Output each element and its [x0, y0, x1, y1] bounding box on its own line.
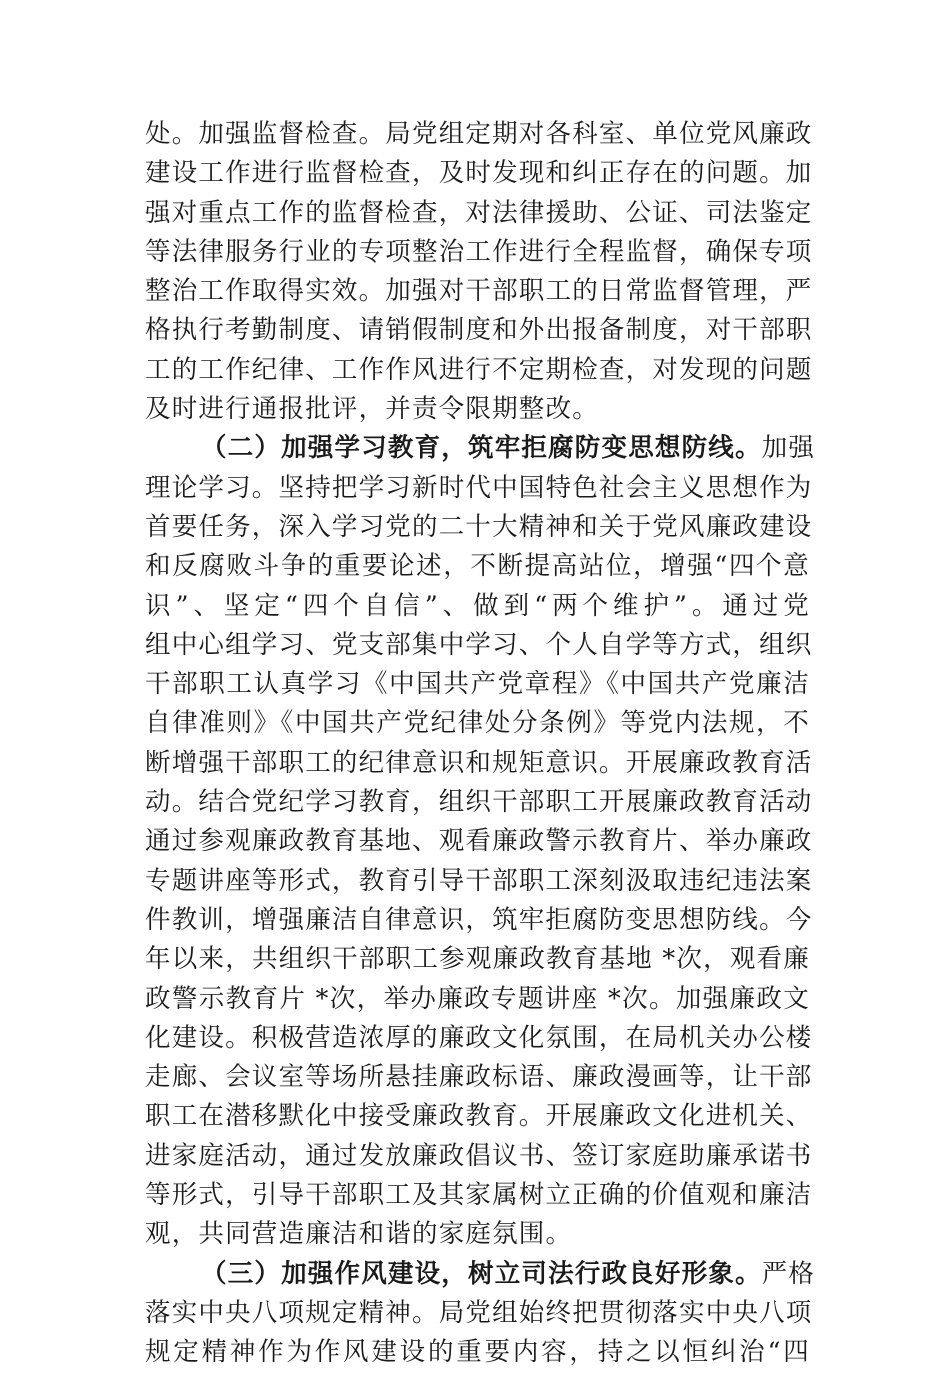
- text-line: [145, 1058, 813, 1097]
- text-line: [145, 115, 813, 154]
- line-text: 格执行考勤制度、请销假制度和外出报备制度，对干部职: [145, 315, 813, 346]
- line-text: 自律准则》《中国共产党纪律处分条例》等党内法规，不: [145, 708, 810, 739]
- text-line: [145, 744, 813, 783]
- line-text: 等法律服务行业的专项整治工作进行全程监督，确保专项: [145, 236, 813, 267]
- text-line: [145, 665, 810, 704]
- text-line: [145, 1019, 813, 1058]
- text-line: [145, 351, 813, 390]
- text-line: [145, 508, 813, 547]
- text-line: [145, 311, 813, 350]
- text-line: [145, 862, 813, 901]
- line-text: 专题讲座等形式，教育引导干部职工深刻汲取违纪违法案: [145, 865, 813, 896]
- line-text: 建设工作进行监督检查，及时发现和纠正存在的问题。加: [145, 158, 813, 189]
- text-line: [145, 1215, 810, 1254]
- text-line: [145, 194, 813, 233]
- section-heading-line: [145, 429, 816, 468]
- line-text: 观，共同营造廉洁和谐的家庭氛围。: [145, 1219, 573, 1250]
- line-text: 加强: [761, 433, 816, 464]
- line-text: 走廊、会议室等场所悬挂廉政标语、廉政漫画等，让干部: [145, 1062, 813, 1093]
- text-line: [145, 272, 813, 311]
- text-line: [145, 390, 810, 429]
- text-line: [145, 704, 810, 743]
- text-line: [145, 1176, 813, 1215]
- line-text: 及时进行通报批评，并责令限期整改。: [145, 394, 599, 425]
- line-text: 动。结合党纪学习教育，组织干部职工开展廉政教育活动: [145, 787, 813, 818]
- text-line: [145, 822, 813, 861]
- line-text: 规定精神作为作风建设的重要内容，持之以恒纠治“四: [145, 1337, 810, 1368]
- line-text: 组中心组学习、党支部集中学习、个人自学等方式，组织: [145, 629, 813, 660]
- line-text: 政警示教育片 *次，举办廉政专题讲座 *次。加强廉政文: [145, 983, 810, 1014]
- line-text: 进家庭活动，通过发放廉政倡议书、签订家庭助廉承诺书: [145, 1140, 813, 1171]
- line-text: 职工在潜移默化中接受廉政教育。开展廉政文化进机关、: [145, 1101, 813, 1132]
- line-text: 和反腐败斗争的重要论述，不断提高站位，增强“四个意: [145, 551, 810, 582]
- line-text: 落实中央八项规定精神。局党组始终把贯彻落实中央八项: [145, 1297, 813, 1328]
- line-text: 化建设。积极营造浓厚的廉政文化氛围，在局机关办公楼: [145, 1022, 813, 1053]
- line-text: 识”、坚定“四个自信”、做到“两个维护”。通过党: [145, 590, 810, 621]
- line-text: 年以来，共组织干部职工参观廉政教育基地 *次，观看廉: [145, 944, 810, 975]
- line-text: 工的工作纪律、工作作风进行不定期检查，对发现的问题: [145, 354, 813, 385]
- line-text: 理论学习。坚持把学习新时代中国特色社会主义思想作为: [145, 472, 813, 503]
- line-text: 等形式，引导干部职工及其家属树立正确的价值观和廉洁: [145, 1180, 813, 1211]
- section-heading: （二）加强学习教育，筑牢拒腐防变思想防线。: [201, 433, 762, 464]
- text-line: [145, 626, 813, 665]
- line-text: 通过参观廉政教育基地、观看廉政警示教育片、举办廉政: [145, 826, 813, 857]
- text-line: [145, 154, 813, 193]
- text-line: [145, 980, 810, 1019]
- line-text: 整治工作取得实效。加强对干部职工的日常监督管理，严: [145, 276, 813, 307]
- text-line: [145, 1333, 810, 1372]
- line-text: 断增强干部职工的纪律意识和规矩意识。开展廉政教育活: [145, 747, 813, 778]
- document-body: [145, 115, 816, 1373]
- line-text: 强对重点工作的监督检查，对法律援助、公证、司法鉴定: [145, 197, 813, 228]
- text-line: [145, 1294, 813, 1333]
- text-line: [145, 940, 810, 979]
- text-line: [145, 547, 810, 586]
- line-text: 干部职工认真学习《中国共产党章程》《中国共产党廉洁: [145, 669, 810, 700]
- text-line: [145, 1137, 813, 1176]
- line-text: 严格: [761, 1258, 816, 1289]
- line-text: 处。加强监督检查。局党组定期对各科室、单位党风廉政: [145, 119, 813, 149]
- line-text: 首要任务，深入学习党的二十大精神和关于党风廉政建设: [145, 511, 813, 542]
- text-line: [145, 783, 813, 822]
- text-line: [145, 901, 813, 940]
- text-line: [145, 1097, 813, 1136]
- section-heading-line: [145, 1255, 816, 1294]
- text-line: [145, 587, 810, 626]
- section-heading: （三）加强作风建设，树立司法行政良好形象。: [201, 1258, 762, 1289]
- text-line: [145, 233, 813, 272]
- text-line: [145, 469, 813, 508]
- line-text: 件教训，增强廉洁自律意识，筑牢拒腐防变思想防线。今: [145, 904, 813, 935]
